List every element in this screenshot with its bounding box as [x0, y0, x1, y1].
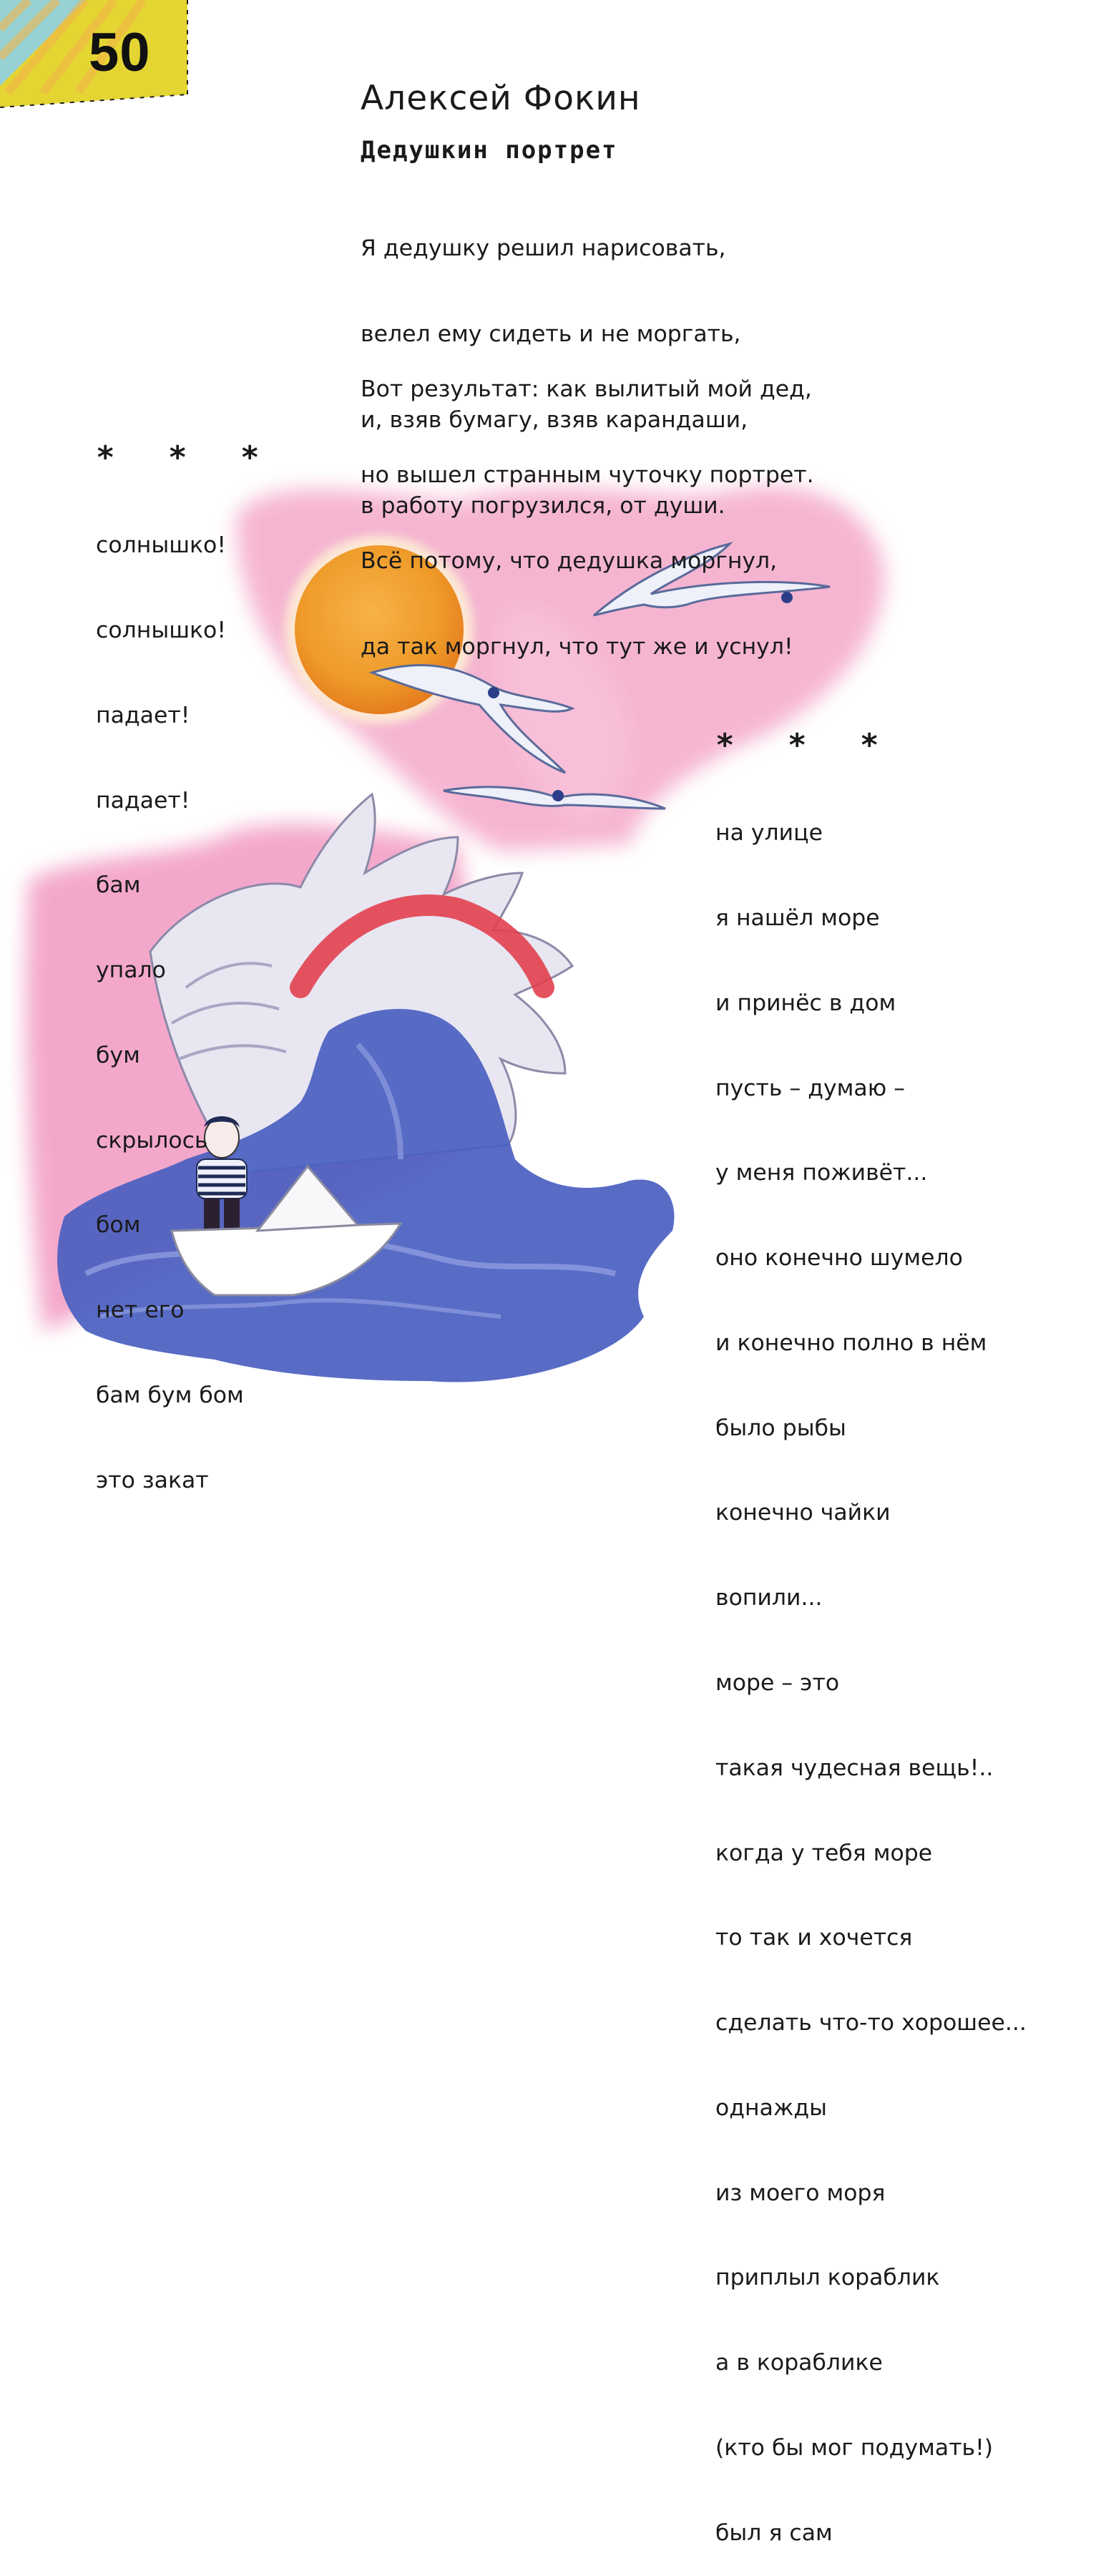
poem-line: то так и хочется	[715, 1925, 913, 1951]
poem-line: и, взяв бумагу, взяв карандаши,	[361, 407, 748, 433]
poem-line: такая чудесная вещь!..	[715, 1755, 994, 1781]
poem-line: но вышел странным чуточку портрет.	[361, 462, 814, 488]
poem-line: бам	[96, 872, 141, 899]
poem-line: я нашёл море	[715, 904, 880, 931]
poem2-asterisks: * * *	[96, 439, 277, 476]
poem-line: море – это	[715, 1670, 840, 1696]
poem-line: упало	[96, 957, 166, 984]
poem-line: вопили...	[715, 1585, 823, 1611]
author-name: Алексей Фокин	[361, 79, 641, 118]
poem-line: на улице	[715, 820, 823, 847]
poem-line: падает!	[96, 702, 190, 728]
poem2-text	[96, 475, 244, 1523]
poem-line: бом	[96, 1212, 141, 1239]
poem-stanza-2	[361, 318, 814, 690]
poem-line: из моего моря	[715, 2180, 886, 2206]
poem-line: скрылось	[96, 1127, 208, 1153]
poem-line: Всё потому, что дедушка моргнул,	[361, 548, 778, 574]
poem-line: (кто бы мог подумать!)	[715, 2435, 994, 2462]
poem-line: бам бум бом	[96, 1382, 244, 1408]
poem-line: приплыл кораблик	[715, 2265, 940, 2291]
poem-line: оно конечно шумело	[715, 1245, 963, 1272]
poem-line: пусть – думаю –	[715, 1075, 906, 1101]
page-number: 50	[89, 22, 151, 83]
poem-line: падает!	[96, 787, 190, 814]
poem-line: конечно чайки	[715, 1500, 891, 1526]
poem-line: и принёс в дом	[715, 990, 896, 1016]
poem-line: однажды	[715, 2094, 827, 2121]
poem-title: Дедушкин портрет	[361, 136, 618, 165]
poem-line: Я дедушку решил нарисовать,	[361, 235, 726, 261]
poem-line: и конечно полно в нём	[715, 1330, 987, 1356]
poem-line: Вот результат: как вылитый мой дед,	[361, 376, 812, 402]
poem-line: у меня поживёт...	[715, 1160, 928, 1186]
poem-line: солнышко!	[96, 617, 226, 643]
poem-line: велел ему сидеть и не моргать,	[361, 321, 741, 347]
poem3-text	[715, 763, 1027, 2576]
poem3-asterisks: * * *	[715, 727, 896, 763]
poem-line: в работу погрузился, от души.	[361, 493, 725, 519]
poem-line: солнышко!	[96, 532, 226, 559]
poem-line: было рыбы	[715, 1415, 846, 1441]
poem-line: нет его	[96, 1297, 185, 1324]
poem-line: а в кораблике	[715, 2350, 883, 2376]
poem-line: да так моргнул, что тут же и уснул!	[361, 634, 793, 660]
poem-line: когда у тебя море	[715, 1840, 933, 1866]
poem-line: сделать что-то хорошее...	[715, 2010, 1027, 2036]
poem-line: это закат	[96, 1467, 209, 1493]
poem-line: был я сам	[715, 2519, 833, 2546]
poem-line: бум	[96, 1042, 140, 1068]
